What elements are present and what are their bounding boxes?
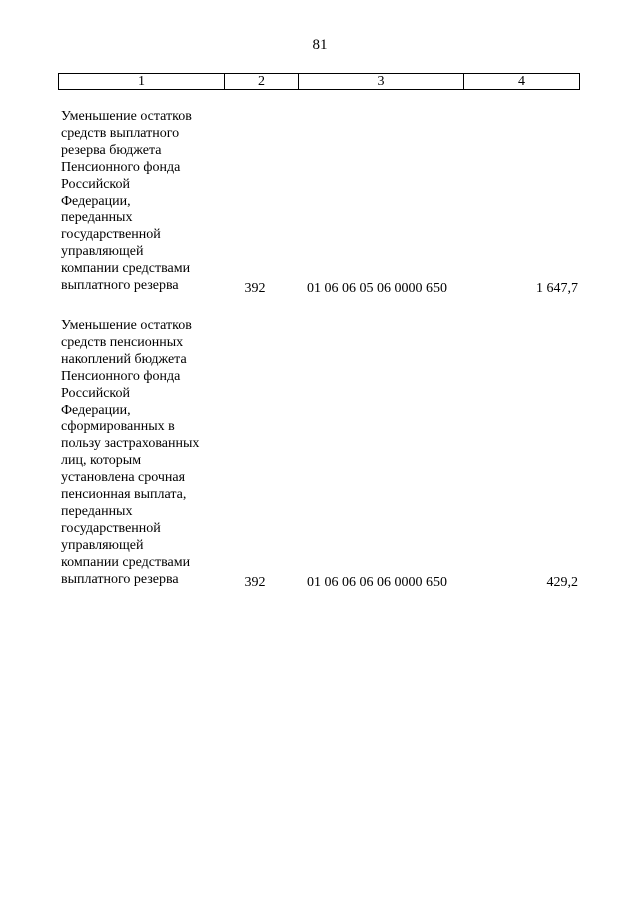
row-budget-classification-code: 01 06 06 05 06 0000 650 xyxy=(307,281,447,296)
column-header-3: 3 xyxy=(298,74,463,89)
column-header-1: 1 xyxy=(138,74,145,89)
column-header-2: 2 xyxy=(224,74,298,89)
row-code: 392 xyxy=(244,575,266,590)
column-header-4: 4 xyxy=(463,74,579,89)
page-number: 81 xyxy=(312,37,328,53)
row-amount: 1 647,7 xyxy=(536,281,578,296)
row-code: 392 xyxy=(244,281,266,296)
column-header-row xyxy=(58,73,580,90)
row-description: Уменьшение остатков средств пенсионных накоплений бюджета Пенсионного фонда Российской Федерации, сформированных в пользу застрахованных лиц, которым установлена срочная пенсионная выплата, переданных государственной управляющей компании средствами выплатного резерва xyxy=(61,318,200,587)
row-amount: 429,2 xyxy=(546,575,578,590)
row-budget-classification-code: 01 06 06 06 06 0000 650 xyxy=(307,575,447,590)
row-description: Уменьшение остатков средств выплатного резерва бюджета Пенсионного фонда Российской Федерации, переданных государственной управляющей компании средствами выплатного резерва xyxy=(61,109,192,294)
